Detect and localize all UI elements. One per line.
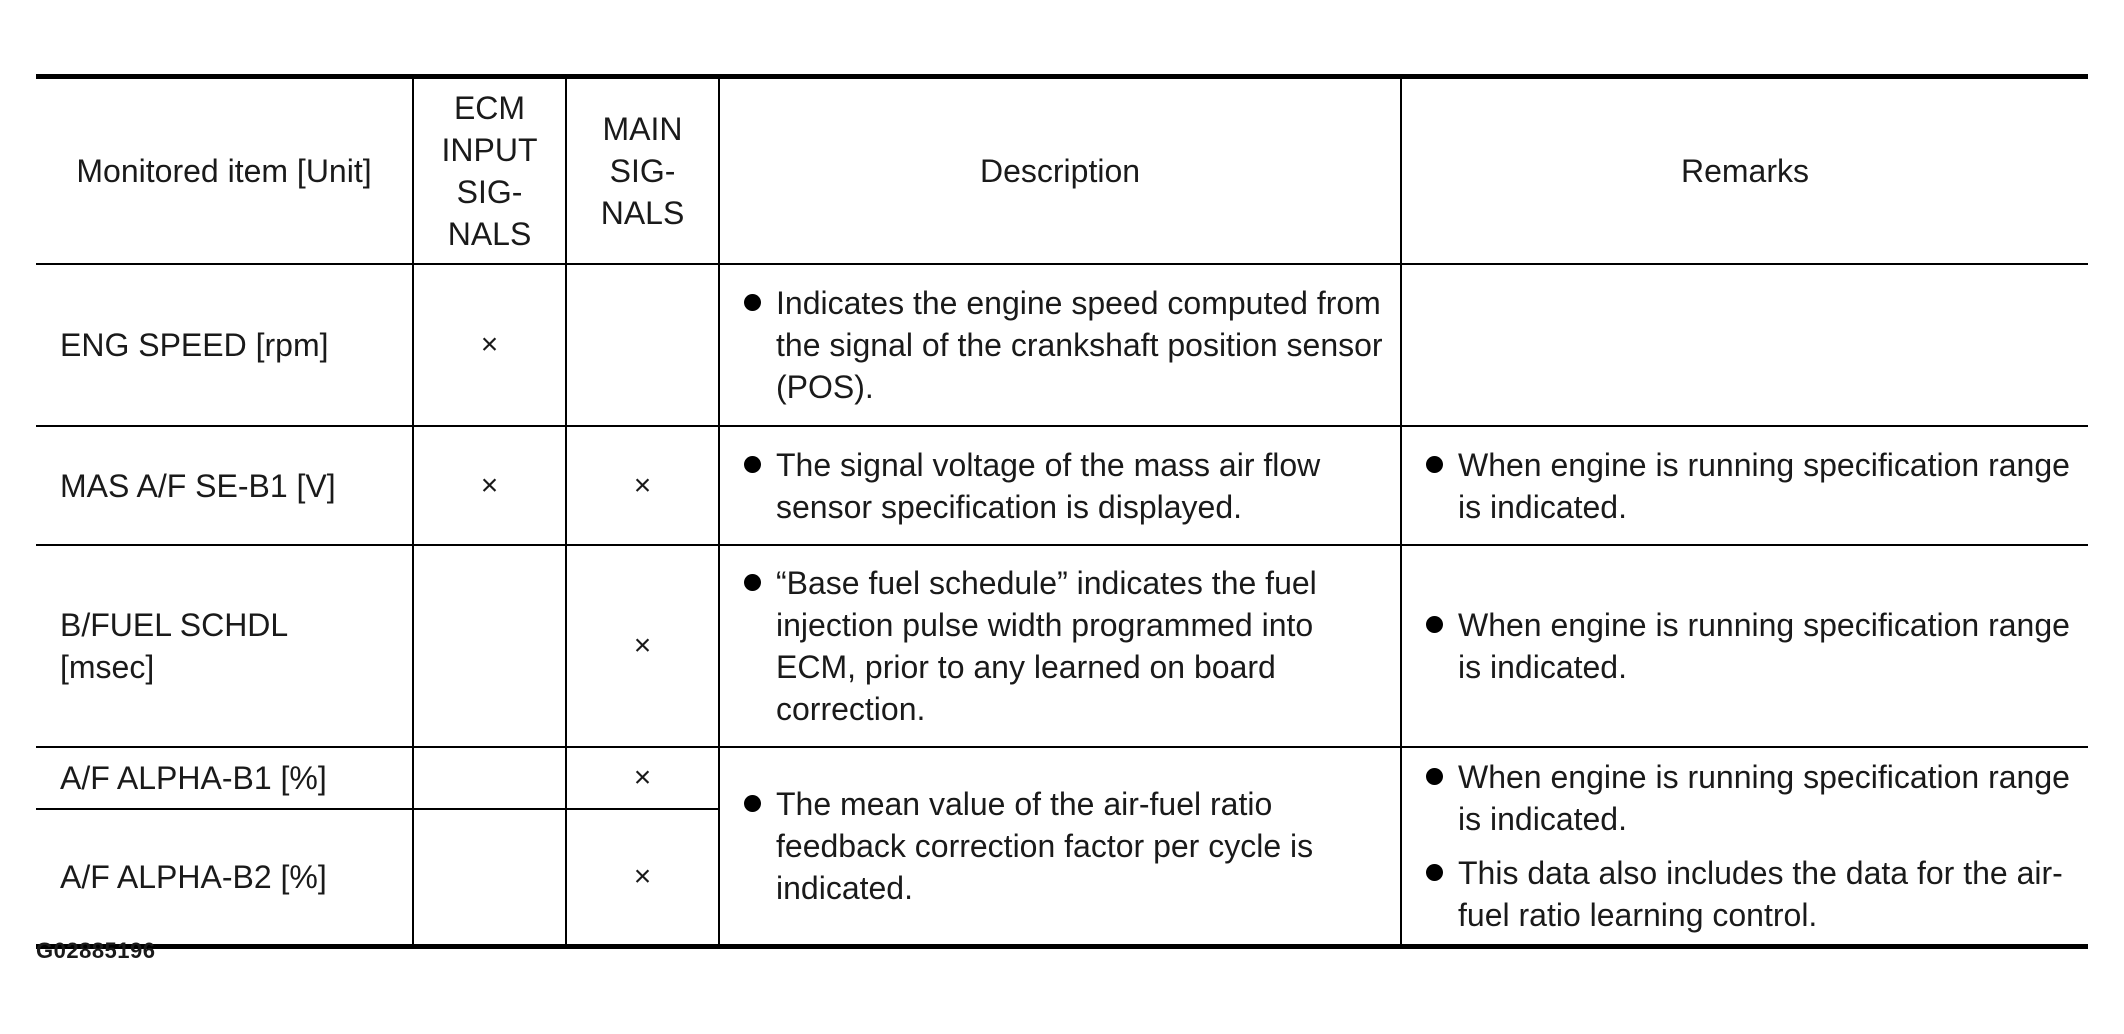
bullet-icon bbox=[744, 574, 761, 591]
remarks-bullet bbox=[1424, 604, 2072, 688]
remarks-text: When engine is running specification range is indicated. bbox=[1458, 759, 2070, 837]
main-signal-mark: × bbox=[566, 747, 719, 809]
monitored-item-cell: A/F ALPHA-B1 [%] bbox=[36, 747, 413, 809]
bullet-icon bbox=[744, 456, 761, 473]
bullet-icon bbox=[1426, 864, 1443, 881]
header-remarks: Remarks bbox=[1401, 77, 2088, 265]
ecm-input-mark: × bbox=[413, 426, 566, 545]
ecm-input-mark bbox=[413, 747, 566, 809]
monitored-item-cell bbox=[36, 545, 413, 747]
remarks-cell bbox=[1401, 747, 2088, 947]
remarks-bullet bbox=[1424, 444, 2072, 528]
header-description: Description bbox=[719, 77, 1401, 265]
description-cell bbox=[719, 426, 1401, 545]
figure-code: G02885196 bbox=[36, 938, 156, 963]
table-row bbox=[36, 747, 2088, 809]
header-main-signals bbox=[566, 77, 719, 265]
description-cell bbox=[719, 545, 1401, 747]
description-text: “Base fuel schedule” indicates the fuel injection pulse width programmed into ECM, prior to any learned on board correction. bbox=[776, 565, 1317, 727]
monitored-item-text: B/FUEL SCHDL [msec] bbox=[60, 607, 288, 685]
monitor-items-table bbox=[36, 74, 2088, 949]
table-row bbox=[36, 426, 2088, 545]
remarks-cell bbox=[1401, 426, 2088, 545]
remarks-cell bbox=[1401, 545, 2088, 747]
header-ecm-line: NALS bbox=[447, 216, 532, 252]
description-text: Indicates the engine speed computed from the signal of the crankshaft position sensor (POS). bbox=[776, 285, 1383, 405]
monitored-item-cell: MAS A/F SE-B1 [V] bbox=[36, 426, 413, 545]
header-main-line: SIG- bbox=[609, 153, 676, 189]
header-ecm-line: INPUT bbox=[441, 132, 538, 168]
header-monitored-item: Monitored item [Unit] bbox=[36, 77, 413, 265]
header-ecm-line: ECM bbox=[453, 90, 526, 126]
description-bullet bbox=[742, 783, 1384, 909]
description-bullet bbox=[742, 282, 1384, 408]
bullet-icon bbox=[1426, 456, 1443, 473]
remarks-cell bbox=[1401, 264, 2088, 426]
description-text: The mean value of the air-fuel ratio feedback correction factor per cycle is indicated. bbox=[776, 786, 1314, 906]
bullet-icon bbox=[744, 795, 761, 812]
ecm-input-mark bbox=[413, 545, 566, 747]
description-cell bbox=[719, 747, 1401, 947]
description-cell bbox=[719, 264, 1401, 426]
bullet-icon bbox=[1426, 768, 1443, 785]
table-row bbox=[36, 545, 2088, 747]
main-signal-mark bbox=[566, 264, 719, 426]
remarks-bullet bbox=[1424, 756, 2072, 840]
bullet-icon bbox=[1426, 616, 1443, 633]
main-signal-mark: × bbox=[566, 426, 719, 545]
remarks-text: When engine is running specification range is indicated. bbox=[1458, 446, 2070, 525]
description-bullet bbox=[742, 562, 1384, 730]
header-ecm-line: SIG- bbox=[456, 174, 523, 210]
ecm-input-mark bbox=[413, 809, 566, 947]
table-header-row bbox=[36, 77, 2088, 265]
bullet-icon bbox=[744, 294, 761, 311]
remarks-text: When engine is running specification range is indicated. bbox=[1458, 607, 2070, 685]
remarks-text: This data also includes the data for the air-fuel ratio learning control. bbox=[1458, 855, 2063, 933]
description-text: The signal voltage of the mass air flow sensor specification is displayed. bbox=[776, 446, 1321, 525]
remarks-bullet bbox=[1424, 852, 2072, 936]
description-bullet bbox=[742, 444, 1384, 528]
table-row bbox=[36, 264, 2088, 426]
monitored-item-cell: A/F ALPHA-B2 [%] bbox=[36, 809, 413, 947]
main-signal-mark: × bbox=[566, 809, 719, 947]
header-main-line: NALS bbox=[600, 195, 685, 231]
main-signal-mark: × bbox=[566, 545, 719, 747]
header-main-line: MAIN bbox=[602, 111, 683, 147]
ecm-input-mark: × bbox=[413, 264, 566, 426]
header-ecm-input-signals bbox=[413, 77, 566, 265]
monitored-item-cell: ENG SPEED [rpm] bbox=[36, 264, 413, 426]
